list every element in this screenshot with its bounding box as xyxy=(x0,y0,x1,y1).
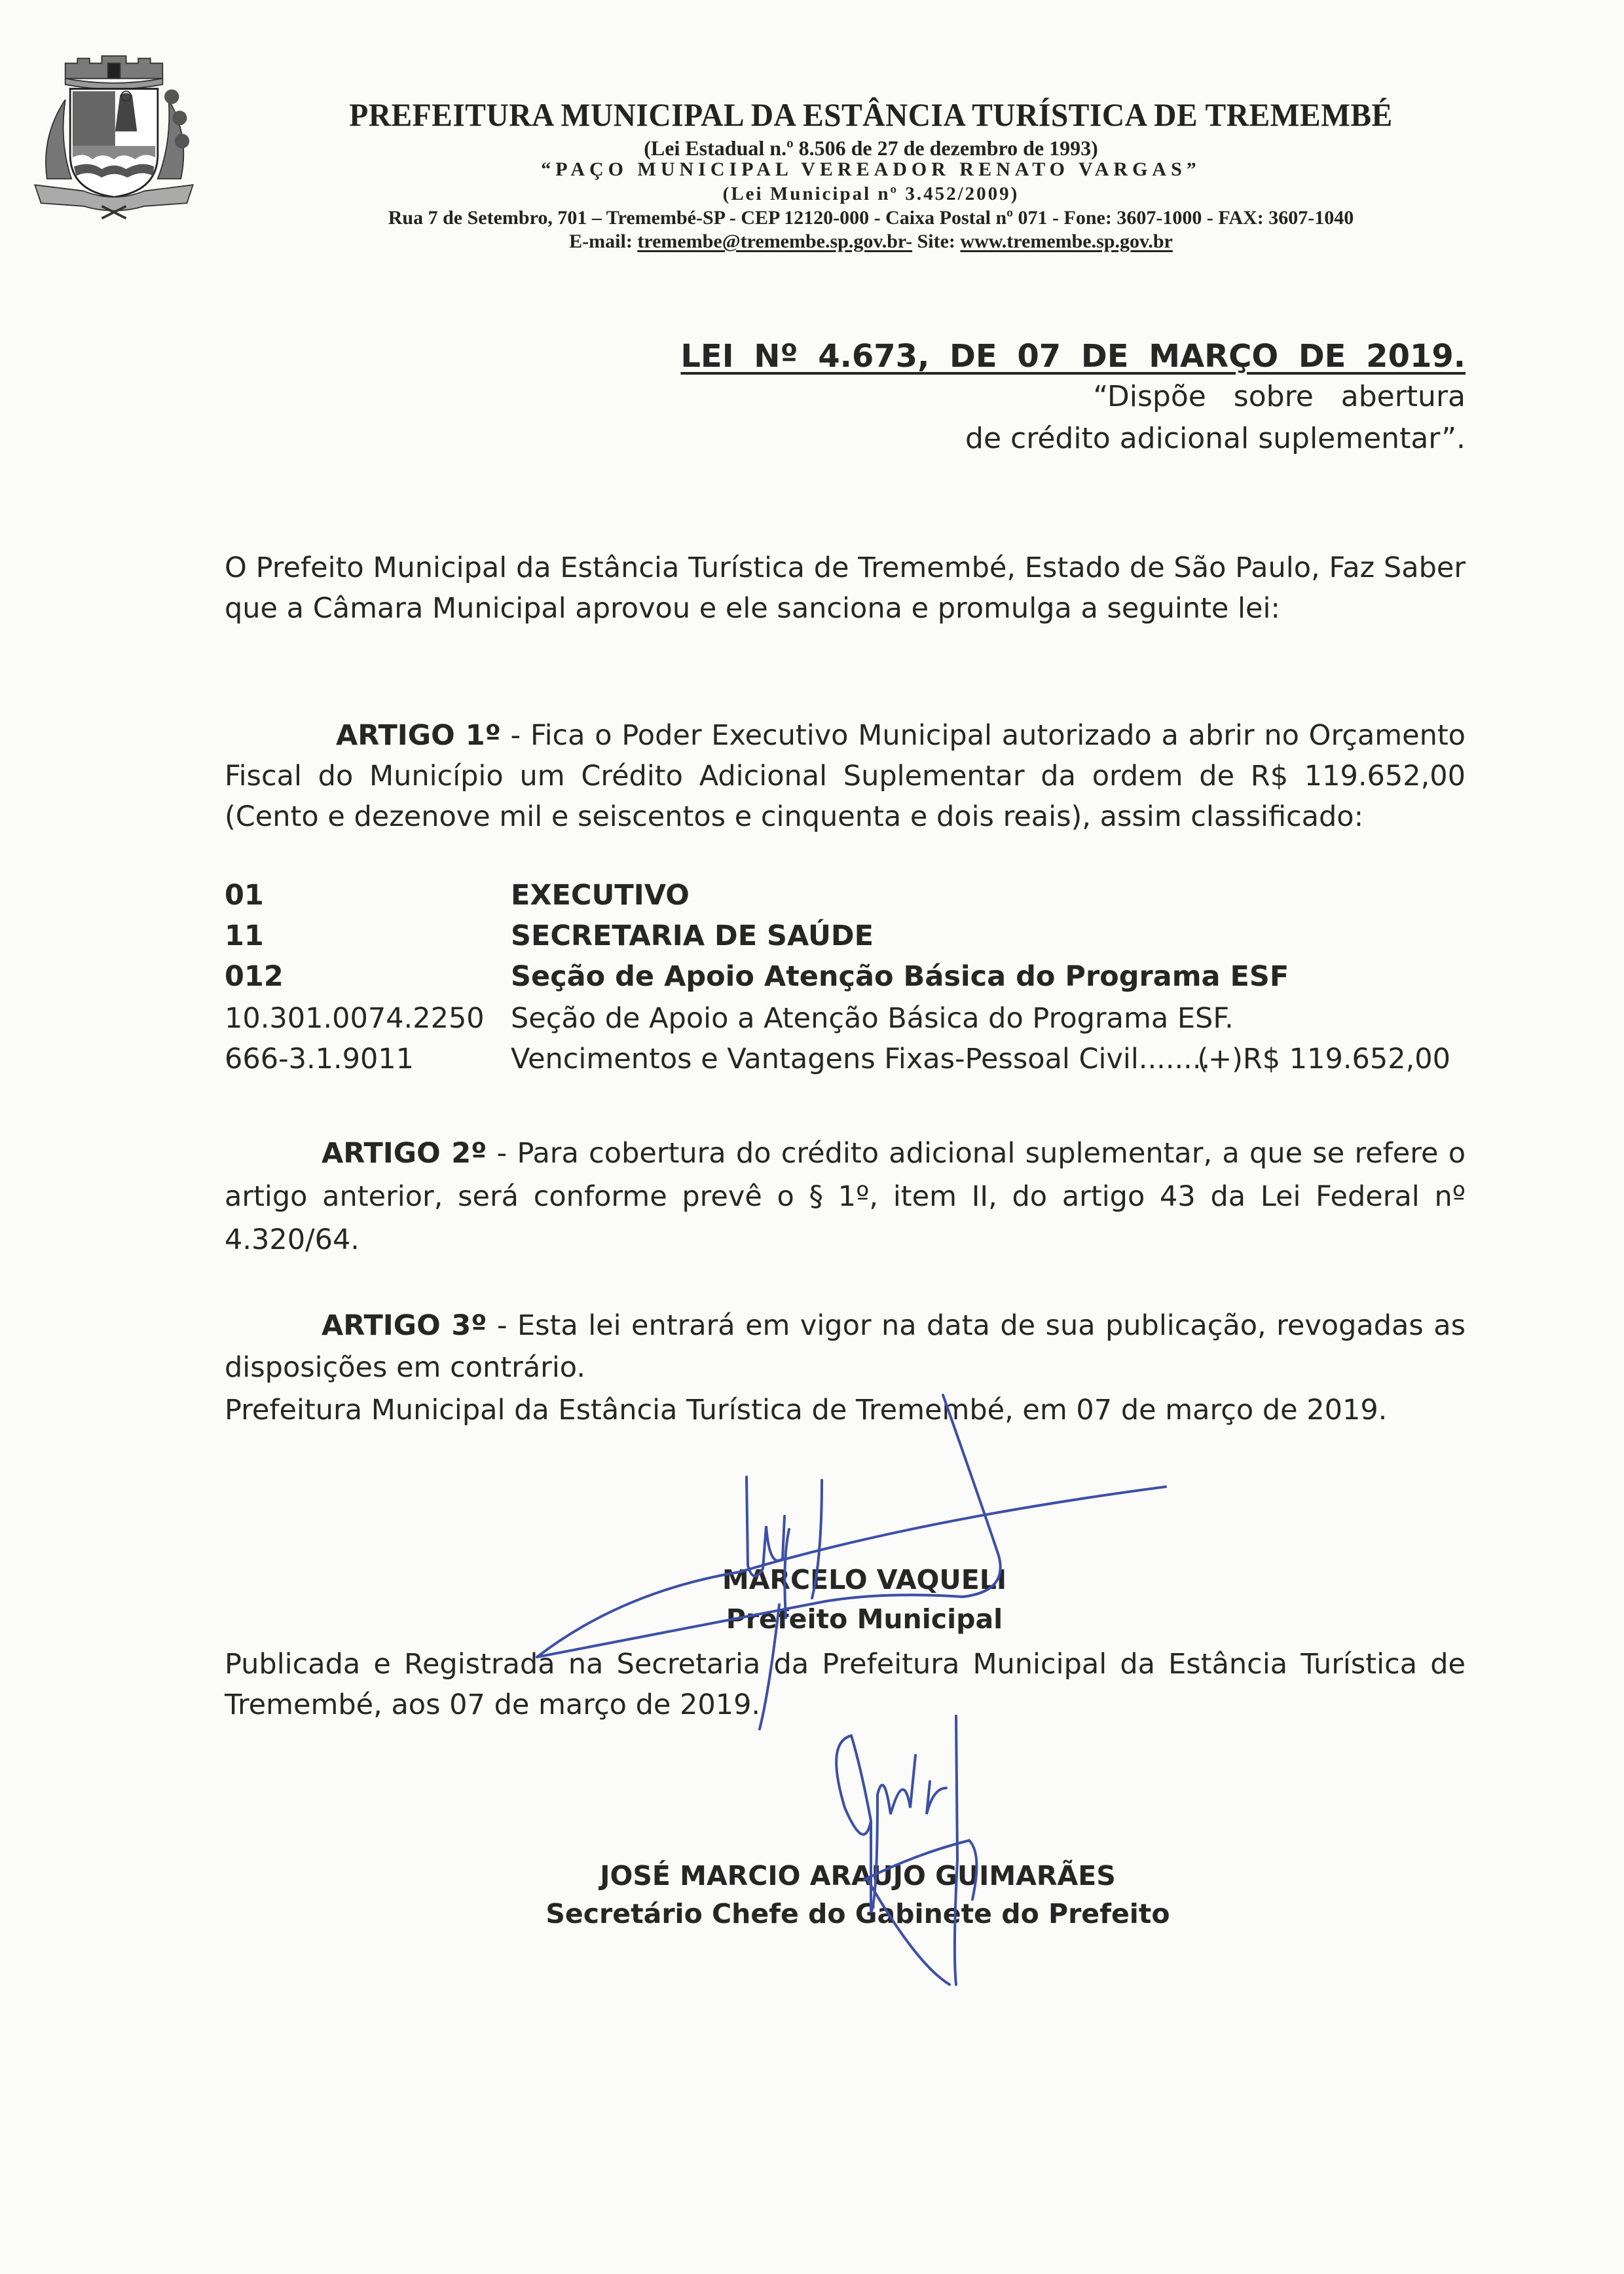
letterhead-title: PREFEITURA MUNICIPAL DA ESTÂNCIA TURÍSTICA DE TREMEMBÉ xyxy=(349,96,1393,133)
site-label: Site: xyxy=(912,231,961,252)
secretary-role: Secretário Chefe do Gabinete do Prefeito xyxy=(545,1898,1170,1929)
preamble: O Prefeito Municipal da Estância Turística de Tremembé, Estado de São Paulo, Faz Saber que a Câmara Municipal aprovou e ele sanciona e promulga a seguinte lei: xyxy=(225,551,1466,625)
secretary-signature-icon xyxy=(836,1716,976,1985)
letterhead-contact xyxy=(308,231,1434,253)
secretary-name: JOSÉ MARCIO ARAUJO GUIMARÃES xyxy=(600,1860,1116,1892)
email-label: E-mail: xyxy=(569,231,638,252)
article-3-label: ARTIGO 3º xyxy=(322,1309,487,1342)
mayor-name: MARCELO VAQUELI xyxy=(722,1564,1007,1595)
article-3-text: - Esta lei entrará em vigor na data de sua publicação, revogadas as disposições em contrário. xyxy=(225,1309,1466,1384)
classification-description: Vencimentos e Vantagens Fixas-Pessoal Civil........ xyxy=(511,1043,1211,1075)
classification-row xyxy=(225,1002,1469,1044)
classification-description: SECRETARIA DE SAÚDE xyxy=(511,920,874,952)
classification-code: 10.301.0074.2250 xyxy=(225,1002,485,1035)
closing-place-date: Prefeitura Municipal da Estância Turística de Tremembé, em 07 de março de 2019. xyxy=(225,1394,1388,1426)
classification-description: EXECUTIVO xyxy=(511,879,690,912)
mayor-role: Prefeito Municipal xyxy=(726,1603,1003,1635)
letterhead-palace-name: “PAÇO MUNICIPAL VEREADOR RENATO VARGAS” xyxy=(541,158,1201,180)
publication-note: Publicada e Registrada na Secretaria da Prefeitura Municipal da Estância Turística de Tremembé, aos 07 de março de 2019. xyxy=(225,1648,1466,1721)
classification-amount: (+)R$ 119.652,00 xyxy=(1197,1043,1450,1075)
site-link[interactable]: www.tremembe.sp.gov.br xyxy=(960,231,1173,252)
classification-row xyxy=(225,1043,1469,1085)
article-2-text: - Para cobertura do crédito adicional suplementar, a que se refere o artigo anterior, será conforme prevê o § 1º, item II, do artigo 43 da Lei Federal nº 4.320/64. xyxy=(225,1137,1466,1256)
letterhead-municipal-law: (Lei Municipal nº 3.452/2009) xyxy=(722,183,1020,204)
article-1 xyxy=(225,715,1466,837)
classification-description: Seção de Apoio Atenção Básica do Programa ESF xyxy=(511,960,1289,993)
letterhead-state-law: (Lei Estadual n.º 8.506 de 27 de dezembro de 1993) xyxy=(644,136,1098,160)
classification-row xyxy=(225,920,1469,961)
classification-code: 012 xyxy=(225,960,284,993)
classification-description: Seção de Apoio a Atenção Básica do Programa ESF. xyxy=(511,1002,1234,1035)
law-summary-line-1: “Dispõe sobre abertura xyxy=(1093,380,1466,413)
email-link[interactable]: tremembe@tremembe.sp.gov.br- xyxy=(637,231,913,252)
article-1-label: ARTIGO 1º xyxy=(336,719,501,752)
classification-code: 11 xyxy=(225,920,264,952)
law-title: LEI Nº 4.673, DE 07 DE MARÇO DE 2019. xyxy=(680,338,1466,375)
law-summary-line-2: de crédito adicional suplementar”. xyxy=(965,422,1466,455)
letterhead-address: Rua 7 de Setembro, 701 – Tremembé-SP - CEP 12120-000 - Caixa Postal nº 071 - Fone: 3607-1000 - FAX: 3607-1040 xyxy=(388,207,1354,229)
article-2-label: ARTIGO 2º xyxy=(322,1137,487,1170)
article-1-text: - Fica o Poder Executivo Municipal autorizado a abrir no Orçamento Fiscal do Município um Crédito Adicional Suplementar da ordem de R$ 119.652,00 (Cento e dezenove mil e seiscentos e cinquenta e dois reais), assim classificado: xyxy=(225,719,1466,833)
article-3 xyxy=(225,1305,1466,1389)
classification-code: 666-3.1.9011 xyxy=(225,1043,415,1075)
article-2 xyxy=(225,1132,1466,1261)
classification-row xyxy=(225,879,1469,921)
classification-code: 01 xyxy=(225,879,264,912)
classification-row xyxy=(225,960,1469,1002)
coat-of-arms-icon xyxy=(22,51,206,221)
